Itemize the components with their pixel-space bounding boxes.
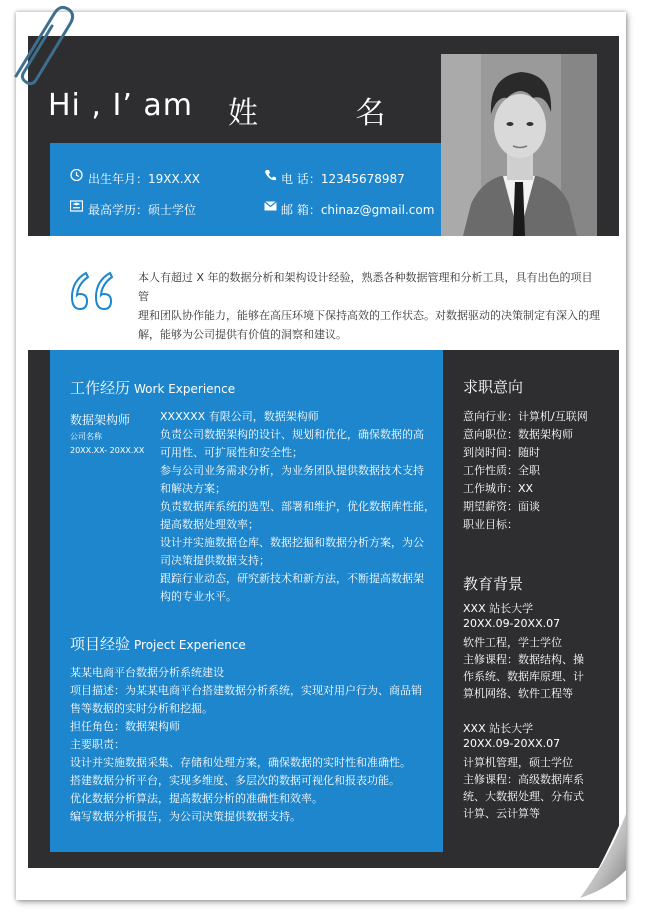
portrait-photo bbox=[441, 54, 597, 236]
work-line: 构的专业水平。 bbox=[160, 590, 237, 603]
quote-icon bbox=[68, 262, 118, 326]
phone-icon bbox=[264, 169, 277, 181]
paperclip-icon bbox=[6, 0, 78, 86]
page-curl bbox=[570, 810, 626, 900]
project-line: 售等数据的实时分析和挖掘。 bbox=[70, 702, 213, 715]
work-line: 司决策提供数据支持； bbox=[160, 554, 270, 567]
intro-line: 本人有超过 X 年的数据分析和架构设计经验，熟悉各种数据管理和分析工具，具有出色的项目管 bbox=[138, 271, 593, 303]
education-line: XXX 站长大学 bbox=[463, 722, 534, 735]
intention-line: 到岗时间：随时 bbox=[463, 446, 540, 459]
education-line: 主修课程：数据结构、操 bbox=[463, 653, 584, 666]
education-info: 最高学历：硕士学位 bbox=[88, 203, 197, 217]
intention-line: 工作城市：XX bbox=[463, 482, 534, 495]
company-label: 公司名称 bbox=[70, 432, 102, 441]
work-line: XXXXXX 有限公司，数据架构师 bbox=[160, 410, 319, 423]
project-line: 某某电商平台数据分析系统建设 bbox=[70, 666, 224, 679]
project-title bbox=[70, 633, 246, 654]
project-line: 设计并实施数据采集、存储和处理方案，确保数据的实时性和准确性。 bbox=[70, 756, 411, 769]
project-line: 优化数据分析算法，提高数据分析的准确性和效率。 bbox=[70, 792, 323, 805]
education-line: 软件工程，学士学位 bbox=[463, 636, 562, 649]
job-title: 数据架构师 bbox=[70, 413, 131, 427]
graduation-icon bbox=[70, 200, 83, 212]
work-line: 跟踪行业动态，研究新技术和新方法，不断提高数据架 bbox=[160, 572, 424, 585]
work-line: 负责数据库系统的选型、部署和维护，优化数据库性能， bbox=[160, 500, 435, 513]
education-line: 计算机管理，硕士学位 bbox=[463, 756, 573, 769]
email-info: 邮 箱：chinaz@gmail.com bbox=[281, 203, 435, 217]
work-title bbox=[70, 377, 235, 398]
education-line: 20XX.09-20XX.07 bbox=[463, 617, 561, 630]
education-line: 统、大数据处理、分布式 bbox=[463, 790, 584, 803]
mail-icon bbox=[264, 200, 277, 212]
education-line: 20XX.09-20XX.07 bbox=[463, 737, 561, 750]
work-title-cn: 工作经历 bbox=[70, 379, 131, 397]
intro-paragraph bbox=[138, 268, 600, 344]
work-line: 参与公司业务需求分析，为业务团队提供数据技术支持 bbox=[160, 464, 424, 477]
contact-box bbox=[50, 143, 441, 236]
education-line: 算机网络、软件工程等 bbox=[463, 687, 573, 700]
project-line: 项目描述：为某某电商平台搭建数据分析系统，实现对用户行为、商品销 bbox=[70, 684, 422, 697]
phone-info: 电 话：12345678987 bbox=[281, 172, 405, 186]
work-line: 和解决方案； bbox=[160, 482, 226, 495]
education-line: XXX 站长大学 bbox=[463, 602, 534, 615]
intro-line: 理和团队协作能力，能够在高压环境下保持高效的工作状态。对数据驱动的决策制定有深入的理 bbox=[138, 309, 600, 322]
work-title-en: Work Experience bbox=[134, 382, 236, 396]
education-line: 主修课程：高级数据库系 bbox=[463, 773, 584, 786]
work-period: 20XX.XX- 20XX.XX bbox=[70, 446, 145, 455]
greeting-text: Hi , I’ am bbox=[48, 88, 194, 123]
intro-line: 解，能够为公司提供有价值的洞察和建议。 bbox=[138, 328, 347, 341]
name-text: 姓 名 bbox=[228, 96, 430, 131]
intention-line: 工作性质：全职 bbox=[463, 464, 540, 477]
intention-line: 期望薪资：面谈 bbox=[463, 500, 540, 513]
birth-info: 出生年月：19XX.XX bbox=[88, 172, 200, 186]
work-line: 提高数据处理效率； bbox=[160, 518, 259, 531]
intention-title: 求职意向 bbox=[463, 378, 524, 396]
intention-line: 职业目标： bbox=[463, 518, 518, 531]
project-line: 主要职责： bbox=[70, 738, 125, 751]
project-title-cn: 项目经验 bbox=[70, 635, 131, 653]
calendar-icon bbox=[70, 169, 83, 181]
work-line: 设计并实施数据仓库、数据挖掘和数据分析方案，为公 bbox=[160, 536, 424, 549]
project-line: 搭建数据分析平台，实现多维度、多层次的数据可视化和报表功能。 bbox=[70, 774, 400, 787]
project-line: 编写数据分析报告，为公司决策提供数据支持。 bbox=[70, 810, 301, 823]
intention-line: 意向职位：数据架构师 bbox=[463, 428, 573, 441]
education-title: 教育背景 bbox=[463, 575, 524, 593]
work-line: 负责公司数据架构的设计、规划和优化，确保数据的高 bbox=[160, 428, 424, 441]
project-line: 担任角色：数据架构师 bbox=[70, 720, 180, 733]
work-line: 可用性、可扩展性和安全性； bbox=[160, 446, 303, 459]
intention-line: 意向行业：计算机/互联网 bbox=[463, 410, 588, 423]
project-title-en: Project Experience bbox=[134, 638, 246, 652]
education-line: 计算、云计算等 bbox=[463, 807, 540, 820]
education-line: 作系统、数据库原理、计 bbox=[463, 670, 584, 683]
